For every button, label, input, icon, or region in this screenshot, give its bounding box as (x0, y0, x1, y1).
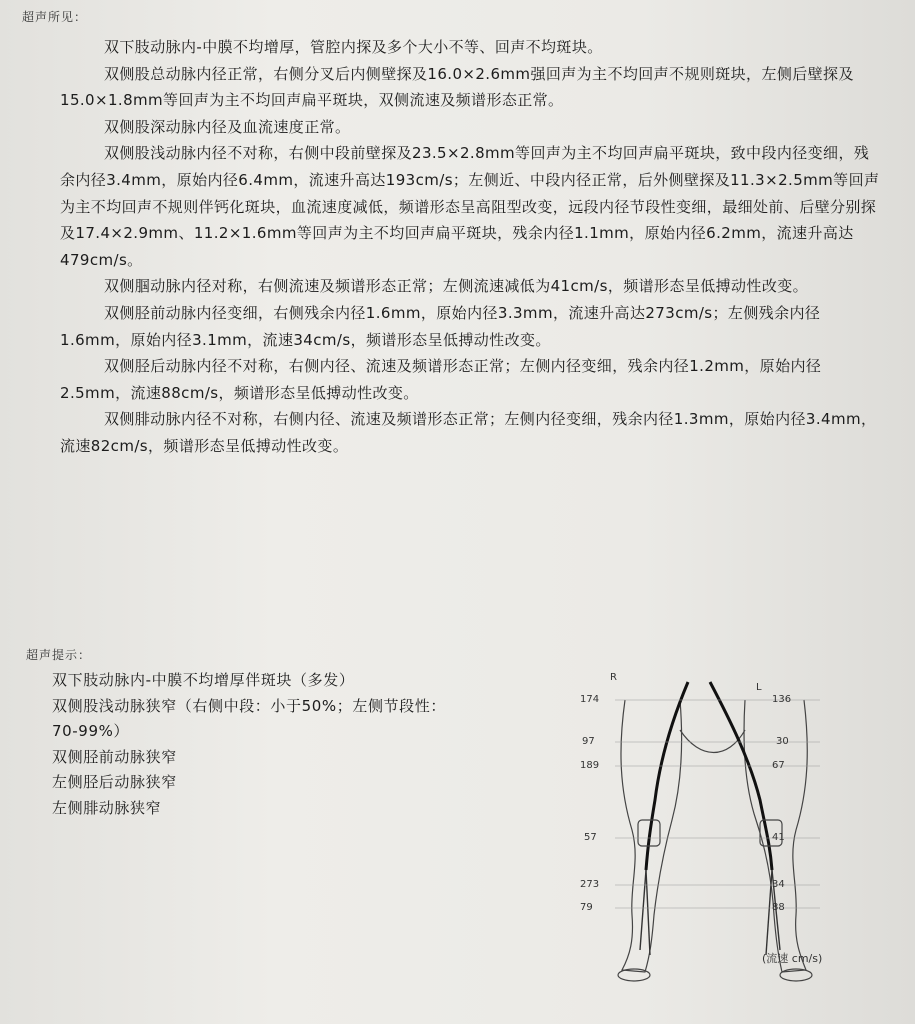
finding-paragraph: 双侧股总动脉内径正常，右侧分叉后内侧壁探及16.0×2.6mm强回声为主不均回声不规则斑块，左侧后壁探及15.0×1.8mm等回声为主不均回声扁平斑块，双侧流速及频谱形态正常。 (60, 64, 854, 110)
finding-paragraph: 双侧股浅动脉内径不对称，右侧中段前壁探及23.5×2.8mm等回声为主不均回声扁平斑块，致中段内径变细，残余内径3.4mm，原始内径6.4mm，流速升高达193cm/s；左侧近、中段内径正常，后外侧壁探及11.3×2.5mm等回声为主不均回声不规则伴钙化斑块，血流速度减低，频谱形态呈高阻型改变，远段内径节段性变细，最细处前、后壁分别探及17.4×2.9mm、11.2×1.6mm等回声为主不均回声扁平斑块，残余内径1.1mm，原始内径6.2mm，流速升高达479cm/s。 (60, 144, 880, 269)
impression-item: 左侧腓动脉狭窄 (52, 798, 162, 817)
finding-paragraph: 双侧胫前动脉内径变细，右侧残余内径1.6mm，原始内径3.3mm，流速升高达273cm/s；左侧残余内径1.6mm，原始内径3.1mm，流速34cm/s，频谱形态呈低搏动性改变。 (60, 303, 821, 349)
left-velocity: 88 (772, 902, 785, 913)
right-velocity: 189 (580, 760, 600, 771)
left-velocity: 34 (772, 879, 785, 890)
impression-item: 双下肢动脉内-中膜不均增厚伴斑块（多发） (52, 671, 355, 689)
left-velocity: 41 (772, 832, 785, 843)
finding-paragraph: 双侧腘动脉内径对称，右侧流速及频谱形态正常；左侧流速减低为41cm/s，频谱形态呈低搏动性改变。 (104, 277, 809, 296)
velocity-unit-label: (流速 cm/s) (762, 952, 823, 965)
impressions-heading: 超声提示： (26, 648, 92, 662)
impressions-section (52, 668, 452, 822)
findings-section (60, 34, 880, 460)
finding-paragraph: 双下肢动脉内-中膜不均增厚，管腔内探及多个大小不等、回声不均斑块。 (104, 38, 603, 56)
right-velocity: 79 (580, 902, 593, 913)
findings-heading: 超声所见： (22, 10, 88, 24)
impression-item: 双侧股浅动脉狭窄（右侧中段：小于50%；左侧节段性：70-99%） (52, 696, 446, 741)
right-velocity: 57 (584, 832, 597, 843)
left-velocity: 67 (772, 760, 785, 771)
finding-paragraph: 双侧胫后动脉内径不对称，右侧内径、流速及频谱形态正常；左侧内径变细，残余内径1.2mm，原始内径2.5mm，流速88cm/s，频谱形态呈低搏动性改变。 (60, 357, 822, 402)
impression-item: 双侧胫前动脉狭窄 (52, 747, 177, 766)
right-side-label: R (610, 672, 617, 683)
right-velocity: 174 (580, 694, 600, 705)
left-velocity: 30 (776, 736, 789, 747)
finding-paragraph: 双侧股深动脉内径及血流速度正常。 (104, 117, 351, 136)
left-velocity: 136 (772, 694, 792, 705)
leg-artery-diagram (560, 670, 880, 990)
right-velocity: 273 (580, 879, 600, 890)
right-velocity: 97 (582, 736, 595, 747)
left-side-label: L (756, 682, 762, 693)
leg-outline-svg (560, 670, 880, 990)
impression-item: 左侧胫后动脉狭窄 (52, 773, 177, 792)
finding-paragraph: 双侧腓动脉内径不对称，右侧内径、流速及频谱形态正常；左侧内径变细，残余内径1.3mm，原始内径3.4mm，流速82cm/s，频谱形态呈低搏动性改变。 (60, 410, 877, 455)
